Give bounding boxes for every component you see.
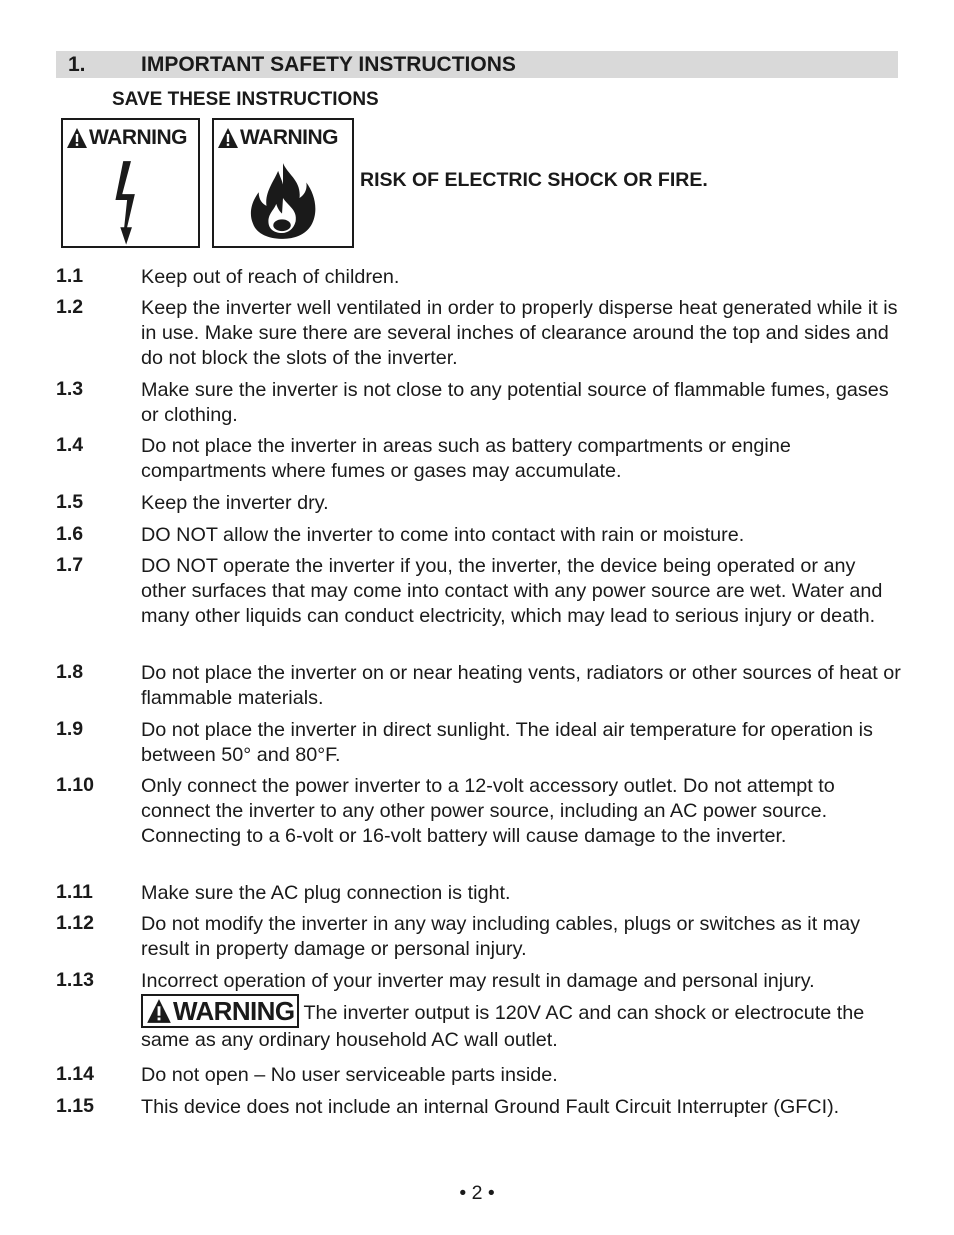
- item-text: [141, 969, 901, 1053]
- item-number: 1.4: [56, 434, 84, 456]
- item-number: 1.11: [56, 881, 93, 903]
- item-text: Do not place the inverter on or near heating vents, radiators or other sources of heat or flammable materials.: [141, 662, 901, 709]
- warning-header: [217, 125, 338, 151]
- item-number: 1.8: [56, 661, 84, 683]
- section-number: 1.: [68, 53, 86, 76]
- item-text: Do not place the inverter in direct sunlight. The ideal air temperature for operation is between 50° and 80°F.: [141, 719, 873, 766]
- warning-label: WARNING: [240, 126, 338, 149]
- item-number: 1.13: [56, 969, 94, 991]
- item-text: Keep the inverter well ventilated in order to properly disperse heat generated while it is in use. Make sure there are several inches of clearance around the top and sides and do not block the slots of the inverter.: [141, 297, 898, 369]
- warning-sign-fire: [212, 118, 354, 248]
- item-number: 1.15: [56, 1095, 94, 1117]
- item-number: 1.7: [56, 554, 84, 576]
- item-text-main: Incorrect operation of your inverter may result in damage and personal injury.: [141, 970, 815, 992]
- warning-label: WARNING: [89, 126, 187, 149]
- item-text: Keep out of reach of children.: [141, 266, 400, 288]
- item-number: 1.10: [56, 774, 94, 796]
- warning-sign-shock: [61, 118, 200, 248]
- inline-warning-sign: [141, 994, 299, 1028]
- section-subtitle: SAVE THESE INSTRUCTIONS: [112, 89, 379, 110]
- item-text: Make sure the AC plug connection is tight.: [141, 882, 511, 904]
- warning-triangle-icon: [217, 127, 239, 149]
- item-text: Do not open – No user serviceable parts inside.: [141, 1064, 558, 1086]
- item-text: Only connect the power inverter to a 12-volt accessory outlet. Do not attempt to connect the inverter to any other power source, including an AC power source. Connecting to a 6-volt or 16-volt battery will cause damage to the inverter.: [141, 775, 835, 847]
- warning-triangle-icon: [66, 127, 88, 149]
- risk-statement: RISK OF ELECTRIC SHOCK OR FIRE.: [360, 169, 708, 191]
- item-number: 1.14: [56, 1063, 94, 1085]
- warning-label: WARNING: [173, 995, 295, 1026]
- item-text: DO NOT operate the inverter if you, the inverter, the device being operated or any other surfaces that may come into contact with any power source are wet. Water and many other liquids can conduct electricity, which may lead to serious injury or death.: [141, 555, 883, 627]
- warning-text: The inverter output is 120V AC and can shock or electrocute the same as any ordinary household AC wall outlet.: [141, 1002, 865, 1051]
- item-text: Keep the inverter dry.: [141, 492, 329, 514]
- page-number: • 2 •: [459, 1182, 495, 1204]
- item-number: 1.6: [56, 523, 84, 545]
- item-number: 1.2: [56, 296, 84, 318]
- item-number: 1.5: [56, 491, 84, 513]
- section-title: IMPORTANT SAFETY INSTRUCTIONS: [141, 53, 516, 76]
- item-number: 1.1: [56, 265, 84, 287]
- item-text: Do not modify the inverter in any way including cables, plugs or switches as it may result in property damage or personal injury.: [141, 913, 861, 960]
- item-text: This device does not include an internal Ground Fault Circuit Interrupter (GFCI).: [141, 1096, 840, 1118]
- item-text: Do not place the inverter in areas such as battery compartments or engine compartments where fumes or gases may accumulate.: [141, 435, 791, 482]
- fire-icon: [214, 154, 352, 246]
- item-number: 1.3: [56, 378, 84, 400]
- warning-triangle-icon: [146, 998, 172, 1024]
- item-number: 1.12: [56, 912, 94, 934]
- item-number: 1.9: [56, 718, 84, 740]
- item-text: Make sure the inverter is not close to any potential source of flammable fumes, gases or clothing.: [141, 379, 889, 426]
- item-text: DO NOT allow the inverter to come into contact with rain or moisture.: [141, 524, 745, 546]
- warning-header: [66, 125, 187, 151]
- electric-shock-icon: [63, 154, 198, 246]
